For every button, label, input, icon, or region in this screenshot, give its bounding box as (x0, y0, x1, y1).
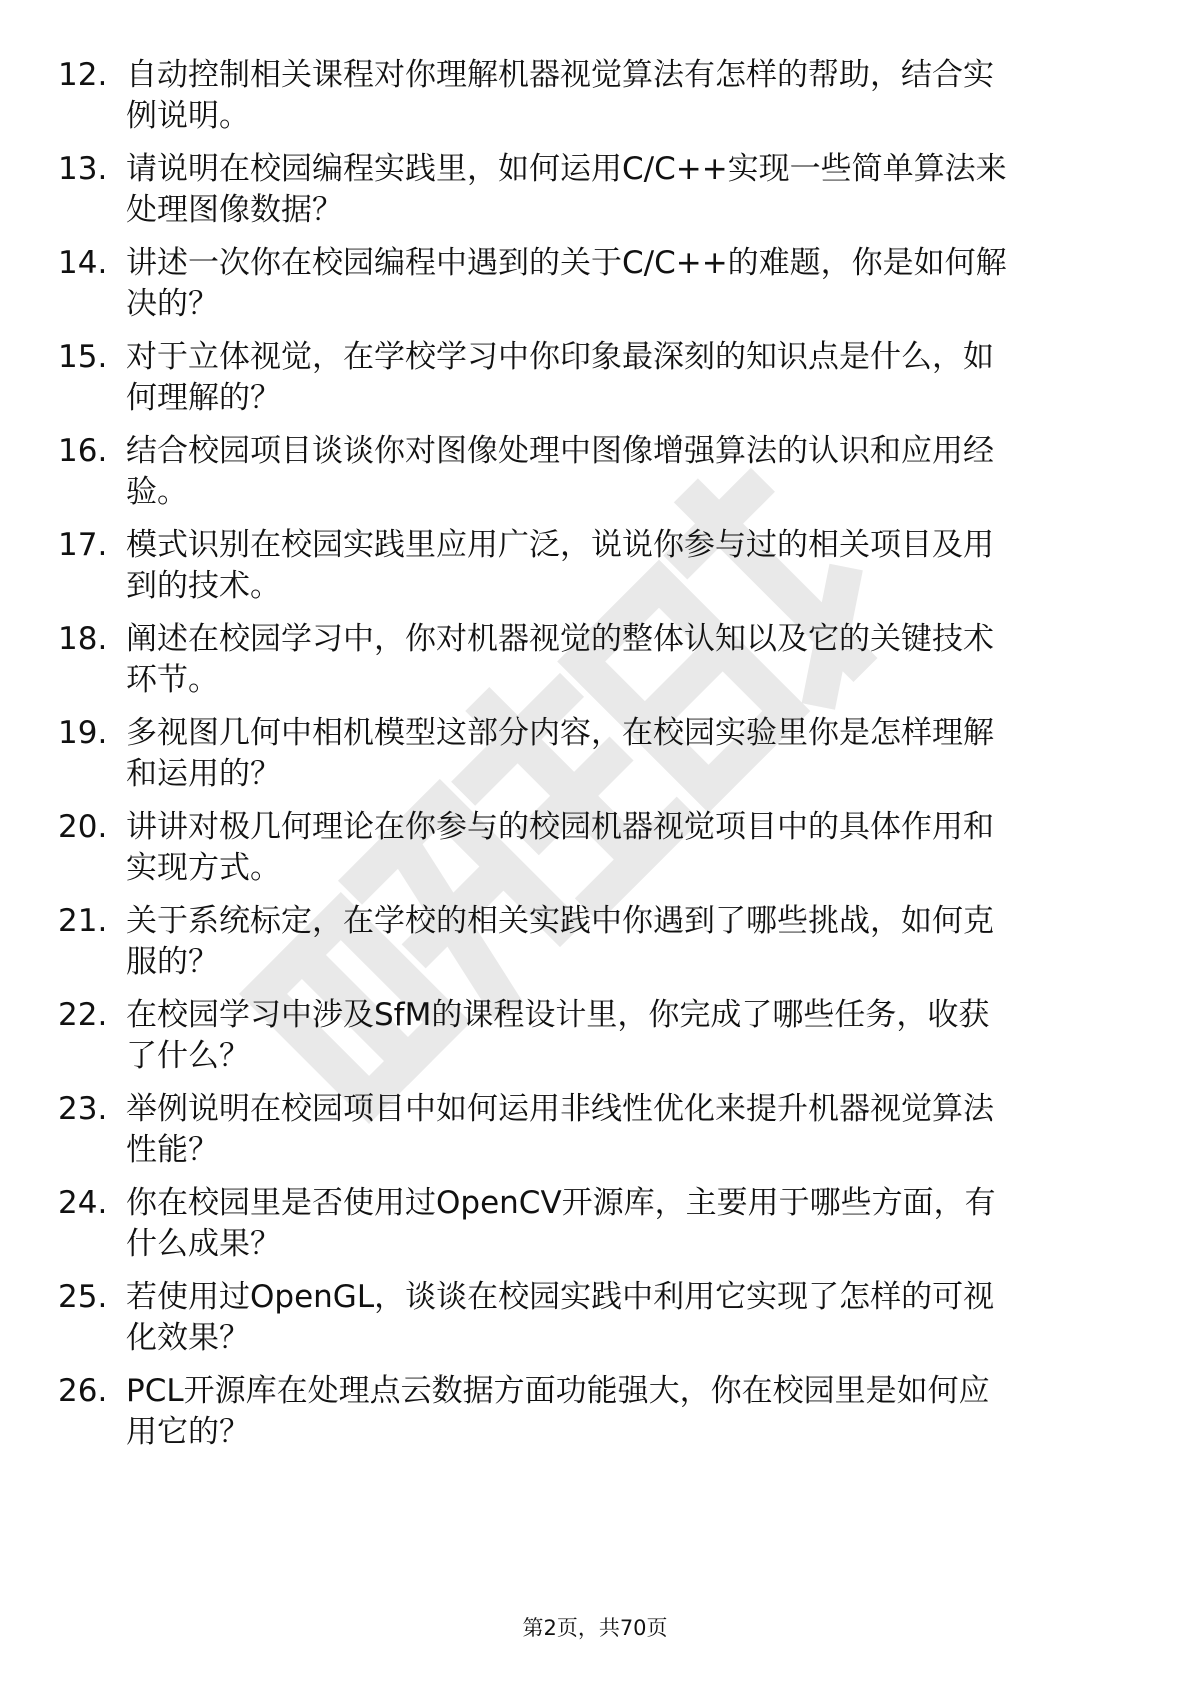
question-number: 23. (58, 1091, 108, 1127)
question-text-line: 讲述一次你在校园编程中遇到的关于C/C++的难题，你是如何解 (126, 245, 1007, 281)
question-number: 25. (58, 1279, 108, 1315)
question-text-line: 服的？ (126, 944, 219, 980)
question-text-line: 决的？ (126, 286, 219, 322)
question-item (0, 431, 1190, 511)
question-text-line: 多视图几何中相机模型这部分内容，在校园实验里你是怎样理解 (126, 715, 994, 751)
question-item (0, 337, 1190, 417)
question-text-line: 请说明在校园编程实践里，如何运用C/C++实现一些简单算法来 (126, 151, 1007, 187)
question-item (0, 1183, 1190, 1263)
question-text-line: 到的技术。 (126, 568, 281, 604)
question-item (0, 55, 1190, 135)
question-text-line: 环节。 (126, 662, 219, 698)
question-text-line: 化效果？ (126, 1320, 250, 1356)
question-item (0, 807, 1190, 887)
question-text-line: 什么成果？ (126, 1226, 281, 1262)
question-text-line: 模式识别在校园实践里应用广泛，说说你参与过的相关项目及用 (126, 527, 994, 563)
question-number: 20. (58, 809, 108, 845)
page-number: 第2页，共70页 (522, 1616, 668, 1640)
question-number: 24. (58, 1185, 108, 1221)
question-text-line: 讲讲对极几何理论在你参与的校园机器视觉项目中的具体作用和 (126, 809, 994, 845)
question-item (0, 243, 1190, 323)
question-number: 26. (58, 1373, 108, 1409)
question-text-line: 性能？ (126, 1132, 219, 1168)
question-number: 19. (58, 715, 108, 751)
question-text-line: 结合校园项目谈谈你对图像处理中图像增强算法的认识和应用经 (126, 433, 994, 469)
question-text-line: 实现方式。 (126, 850, 281, 886)
question-item (0, 901, 1190, 981)
question-number: 18. (58, 621, 108, 657)
question-item (0, 1089, 1190, 1169)
question-item (0, 1371, 1190, 1451)
question-text-line: 用它的？ (126, 1414, 250, 1450)
question-number: 16. (58, 433, 108, 469)
question-number: 17. (58, 527, 108, 563)
question-text-line: 例说明。 (126, 98, 250, 134)
question-text-line: 阐述在校园学习中，你对机器视觉的整体认知以及它的关键技术 (126, 621, 994, 657)
question-text-line: 处理图像数据？ (126, 192, 343, 228)
question-text-line: 在校园学习中涉及SfM的课程设计里，你完成了哪些任务，收获 (126, 997, 990, 1033)
question-number: 13. (58, 151, 108, 187)
question-number: 15. (58, 339, 108, 375)
question-text-line: 了什么？ (126, 1038, 250, 1074)
question-text-line: 对于立体视觉，在学校学习中你印象最深刻的知识点是什么，如 (126, 339, 994, 375)
question-text-line: 举例说明在校园项目中如何运用非线性优化来提升机器视觉算法 (126, 1091, 994, 1127)
question-text-line: 若使用过OpenGL，谈谈在校园实践中利用它实现了怎样的可视 (126, 1279, 995, 1315)
question-text-line: PCL开源库在处理点云数据方面功能强大，你在校园里是如何应 (126, 1373, 990, 1409)
question-number: 21. (58, 903, 108, 939)
question-text-line: 自动控制相关课程对你理解机器视觉算法有怎样的帮助，结合实 (126, 57, 994, 93)
question-item (0, 619, 1190, 699)
question-text-line: 验。 (126, 474, 188, 510)
question-item (0, 525, 1190, 605)
question-item (0, 713, 1190, 793)
question-number: 12. (58, 57, 108, 93)
question-text-line: 何理解的？ (126, 380, 281, 416)
question-text-line: 和运用的？ (126, 756, 281, 792)
question-number: 14. (58, 245, 108, 281)
question-item (0, 995, 1190, 1075)
question-number: 22. (58, 997, 108, 1033)
question-text-line: 关于系统标定，在学校的相关实践中你遇到了哪些挑战，如何克 (126, 903, 994, 939)
question-item (0, 1277, 1190, 1357)
question-item (0, 149, 1190, 229)
question-text-line: 你在校园里是否使用过OpenCV开源库，主要用于哪些方面，有 (126, 1185, 996, 1221)
